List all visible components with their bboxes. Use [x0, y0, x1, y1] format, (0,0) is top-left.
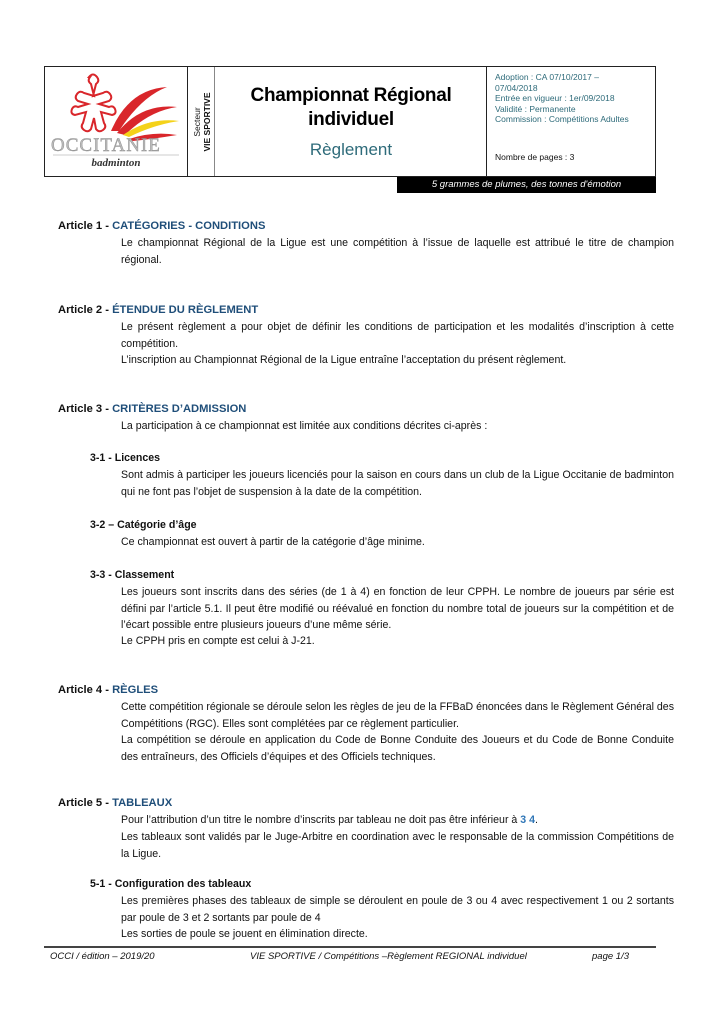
sector-cell [187, 67, 215, 176]
section-5-1-text-2: Les sorties de poule se jouent en élimination directe. [121, 928, 368, 940]
article-3-intro: La participation à ce championnat est limitée aux conditions décrites ci-après : [121, 420, 488, 432]
article-5-heading: Article 5 - TABLEAUX [58, 797, 173, 809]
section-3-1-heading: 3-1 - Licences [90, 452, 161, 464]
section-3-2-heading: 3-2 – Catégorie d’âge [90, 519, 197, 531]
section-3-1-text: Sont admis à participer les joueurs licenciés pour la saison en cours dans un club de la Ligue Occitanie de badminton qui ne font pas l’objet de suspension à la date de la compétition. [121, 469, 674, 498]
adoption-line: Adoption : CA 07/10/2017 – [495, 72, 599, 82]
article-2-text-1: Le présent règlement a pour objet de définir les conditions de participation et les modalités d’inscription à cette compétition. [121, 321, 674, 350]
article-5-text-2: Les tableaux sont validés par le Juge-Arbitre en coordination avec le responsable de la commission Compétitions de la Ligue. [121, 831, 674, 860]
section-5-1-heading: 5-1 - Configuration des tableaux [90, 878, 252, 890]
title-cell [214, 67, 487, 176]
sector-label: Secteur [191, 106, 202, 137]
svg-text:OCCITANIE: OCCITANIE [51, 135, 161, 156]
entry-into-force: Entrée en vigueur : 1er/09/2018 [495, 93, 615, 103]
sector-value: VIE SPORTIVE [201, 91, 212, 152]
footer-divider [44, 946, 656, 948]
footer-page-number: page 1/3 [592, 951, 629, 962]
section-3-3-text-2: Le CPPH pris en compte est celui à J-21. [121, 635, 315, 647]
article-1-heading: Article 1 - CATÉGORIES - CONDITIONS [58, 220, 266, 232]
slogan-banner: 5 grammes de plumes, des tonnes d'émotion [397, 177, 656, 193]
metadata-cell [486, 67, 655, 176]
article-3-heading: Article 3 - CRITÈRES D’ADMISSION [58, 403, 247, 415]
section-3-2-text: Ce championnat est ouvert à partir de la catégorie d’âge minime. [121, 536, 425, 548]
section-5-1-text-1: Les premières phases des tableaux de simple se déroulent en poule de 3 ou 4 avec respectivement 1 ou 2 sortants par poule de 3 et 2 sortants par poule de 4 [121, 895, 674, 924]
section-3-3-text-1: Les joueurs sont inscrits dans des séries (de 1 à 4) en fonction de leur CPPH. Le nombre de joueurs par série est défini par l’article 5.1. Il peut être modifié ou réévalué en fonction du nombre total de joueurs sur la compétition et de l’écart possible entre plusieurs joueurs d’une même série. [121, 586, 674, 631]
article-4-heading: Article 4 - RÈGLES [58, 684, 159, 696]
document-title: Championnat Régional individuel [250, 85, 452, 130]
footer-edition: OCCI / édition – 2019/20 [50, 951, 155, 962]
validity: Validité : Permanente [495, 103, 576, 114]
article-2-heading: Article 2 - ÉTENDUE DU RÈGLEMENT [58, 304, 259, 316]
article-1-text: Le championnat Régional de la Ligue est une compétition à l’issue de laquelle est attribué le titre de champion régional. [121, 237, 674, 266]
commission: Commission : Compétitions Adultes [495, 114, 629, 124]
svg-text:badminton: badminton [91, 157, 141, 169]
adoption-line-cont: 07/04/2018 [495, 82, 538, 93]
min-entries-highlight: 3 4 [520, 814, 535, 826]
document-subtitle: Règlement [309, 140, 393, 159]
logo-cell [45, 67, 187, 176]
document-header [44, 66, 656, 177]
article-4-text-1: Cette compétition régionale se déroule selon les règles de jeu de la FFBaD énoncées dans le Règlement Général des Compétitions (RGC). Elles sont complétées par ce règlement particulier. [121, 701, 674, 730]
article-2-text-2: L’inscription au Championnat Régional de la Ligue entraîne l’acceptation du présent règlement. [121, 354, 567, 366]
article-4-text-2: La compétition se déroule en application du Code de Bonne Conduite des Joueurs et du Code de Bonne Conduite des entraîneurs, des Officiels d’équipes et des Officiels techniques. [121, 734, 674, 763]
occitanie-badminton-logo-icon [49, 69, 183, 169]
footer-title: VIE SPORTIVE / Compétitions –Règlement REGIONAL individuel [250, 951, 527, 962]
page-count: Nombre de pages : 3 [495, 152, 575, 162]
article-5-text-1: Pour l’attribution d’un titre le nombre d’inscrits par tableau ne doit pas être inférieur à 3 4. [121, 814, 538, 826]
section-3-3-heading: 3-3 - Classement [90, 569, 175, 581]
